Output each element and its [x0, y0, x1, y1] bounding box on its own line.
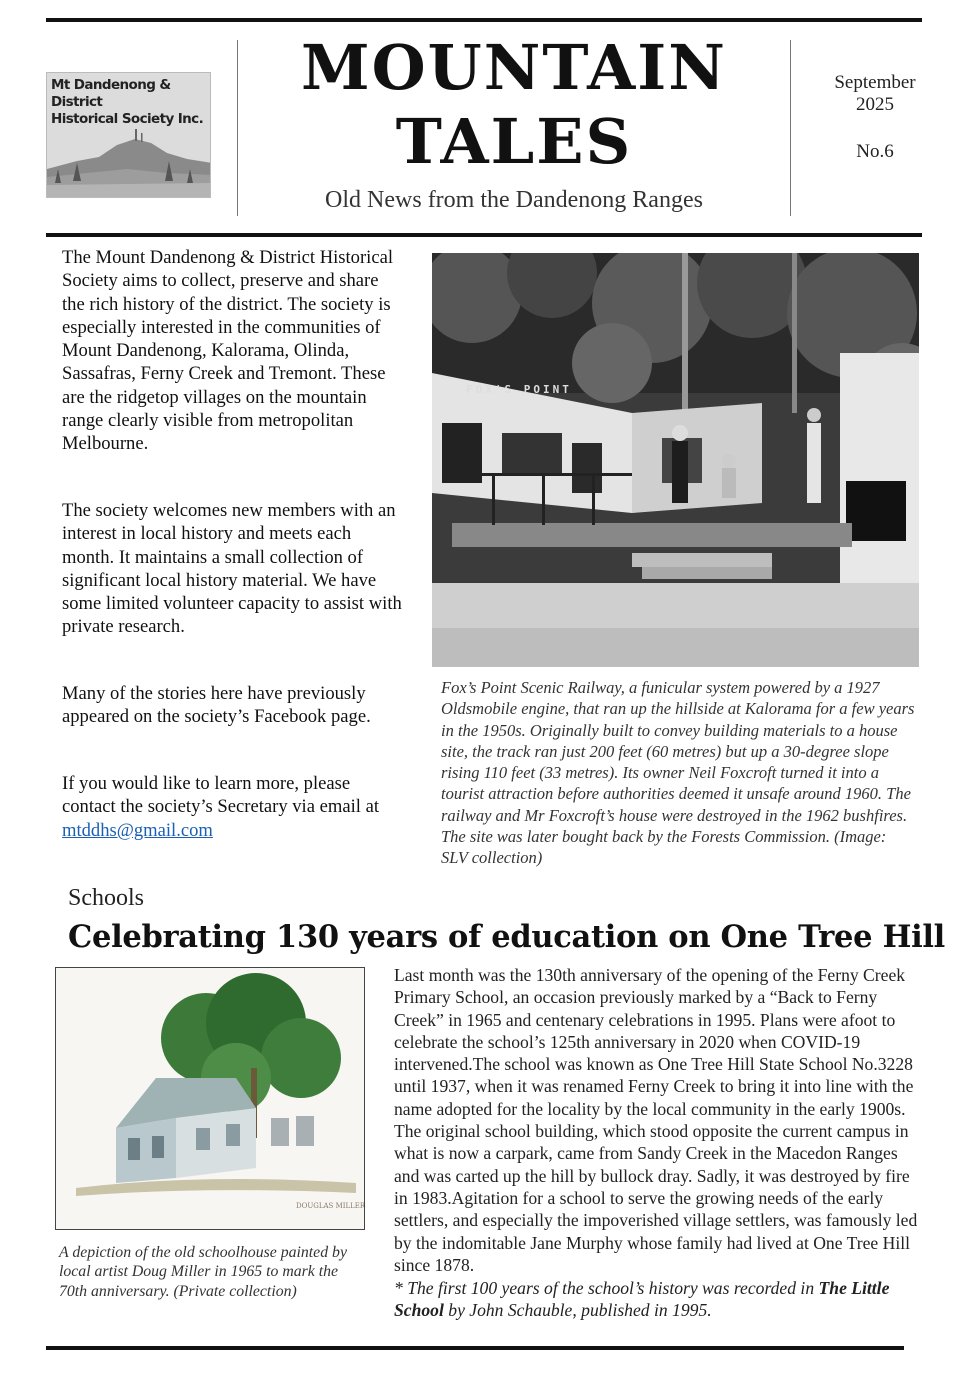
photo-caption: Fox’s Point Scenic Railway, a funicular system powered by a 1927 Oldsmobile engine, that ran up the hillside at Kalorama for a few years in the 1950s. Originally built to convey building materials to a house site, the track ran just 200 feet (60 metres) but up a 30-degree slope rising 110 feet (33 metres). Its owner Neil Foxcroft turned it into a tourist attraction before authorities deemed it unsafe around 1960. The railway and Mr Foxcroft’s house were destroyed in the 1962 bushfires. The site was later bought back by the Forests Commission. (Image: SLV collection) — [441, 678, 915, 868]
photo-sign-text: FOX'S POINT — [466, 383, 572, 396]
footnote-prefix: * The first 100 years of the school’s history was recorded in — [394, 1278, 819, 1298]
newsletter-title-line-2: TALES — [395, 105, 633, 178]
newsletter-title-line-1: MOUNTAIN — [301, 31, 727, 104]
foxs-point-photo — [432, 253, 919, 667]
intro-paragraph-1: The Mount Dandenong & District Historical Society aims to collect, preserve and share the rich history of the district. The society is especially interested in the communities of Mount Dandenong, Kalorama, Olinda, Sassafras, Ferny Creek and Tremont. These are the ridgetop villages on the mountain range clearly visible from metropolitan Melbourne. — [62, 247, 394, 455]
page-bottom-rule — [46, 1346, 904, 1350]
logo-line-1: Mt Dandenong & District — [51, 77, 171, 110]
issue-month: September — [834, 72, 916, 93]
logo-line-2: Historical Society Inc. — [51, 111, 204, 127]
article-headline: Celebrating 130 years of education on One Tree Hill — [68, 919, 945, 955]
article-footnote — [394, 1277, 914, 1322]
masthead-bottom-rule — [46, 233, 922, 237]
section-label: Schools — [68, 885, 145, 911]
painting-caption: A depiction of the old schoolhouse painted by local artist Doug Miller in 1965 to mark the 70th anniversary. (Private collection) — [59, 1244, 347, 1300]
article-body: Last month was the 130th anniversary of the opening of the Ferny Creek Primary School, an occasion previously marked by a “Back to Ferny Creek” in 1965 and centenary celebrations in 1995. Plans were afoot to celebrate the school’s 125th anniversary in 2020 when COVID-19 intervened.The school was known as One Tree Hill State School No.3228 until 1937, when it was renamed Ferny Creek to bring it into line with the name adopted for the locality by the local community in the early 1900s. The original school building, which stood opposite the current campus in what is now a carpark, came from Sandy Creek in the Macedon Ranges and was carted up the hill by bullock dray. Sadly, it was destroyed by fire in 1983.Agitation for a school to serve the growing needs of the early settlers, and especially the impoverished village settlers, was famously led by the indomitable Jane Murphy whose family had lived at One Tree Hill since 1878. — [394, 965, 918, 1275]
email-link[interactable]: mtddhs@gmail.com — [62, 819, 213, 841]
intro-paragraph-4 — [62, 772, 402, 842]
newsletter-tagline: Old News from the Dandenong Ranges — [325, 187, 703, 213]
issue-number: No.6 — [856, 141, 894, 162]
issue-year: 2025 — [856, 94, 894, 115]
contact-text: If you would like to learn more, please contact the society’s Secretary via email at — [62, 773, 379, 818]
footnote-suffix: by John Schauble, published in 1995. — [443, 1300, 712, 1321]
intro-paragraph-3: Many of the stories here have previously appeared on the society’s Facebook page. — [62, 683, 371, 728]
footnote-book-title: The Little School — [394, 1278, 890, 1321]
masthead-divider-left — [237, 40, 238, 216]
svg-text:DOUGLAS MILLER: DOUGLAS MILLER — [296, 1202, 366, 1210]
masthead-divider-right — [790, 40, 791, 216]
top-rule — [46, 18, 922, 22]
schoolhouse-painting — [55, 967, 365, 1230]
society-logo — [46, 72, 211, 198]
intro-paragraph-2: The society welcomes new members with an interest in local history and meets each month. It maintains a small collection of significant local history material. We have some limited volunteer capacity to assist with private research. — [62, 500, 402, 638]
